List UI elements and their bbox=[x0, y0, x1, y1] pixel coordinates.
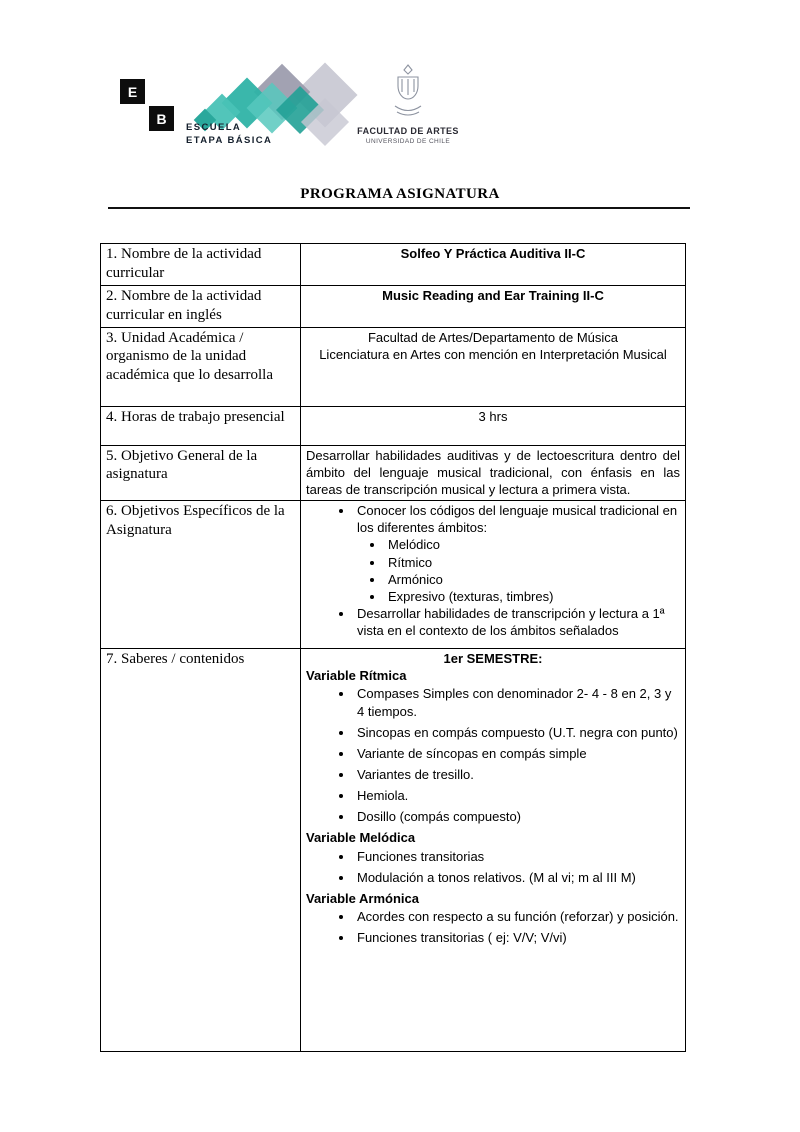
list-item-text: Acordes con respecto a su función (reforzar) y posición. bbox=[357, 909, 679, 925]
list-item-text: Armónico bbox=[388, 571, 443, 587]
page-title: PROGRAMA ASIGNATURA bbox=[300, 186, 500, 202]
list-item-text: Conocer los códigos del lenguaje musical tradicional en los diferentes ámbitos: bbox=[357, 503, 678, 536]
title-rule bbox=[108, 207, 690, 209]
list-item bbox=[385, 571, 680, 588]
list-item-text: Melódico bbox=[388, 537, 441, 553]
row6-value bbox=[301, 501, 686, 649]
list-item-text: Sincopas en compás compuesto (U.T. negra con punto) bbox=[357, 724, 678, 740]
row3-label: 3. Unidad Académica / organismo de la unidad académica que lo desarrolla bbox=[101, 327, 301, 406]
table-row-3 bbox=[101, 327, 686, 406]
table-row-2 bbox=[101, 285, 686, 327]
list-item bbox=[354, 869, 680, 886]
row6-label: 6. Objetivos Específicos de la Asignatura bbox=[101, 501, 301, 649]
logo-letter-b: B bbox=[149, 106, 174, 131]
list-item bbox=[354, 929, 680, 946]
list-item-text: Expresivo (texturas, timbres) bbox=[388, 588, 554, 604]
list-item-text: Desarrollar habilidades de transcripción y lectura a 1ª vista en el contexto de los ámbitos señalados bbox=[357, 605, 665, 639]
list-item bbox=[354, 808, 680, 825]
semester-heading: 1er SEMESTRE: bbox=[443, 651, 543, 667]
table-row-1 bbox=[101, 244, 686, 286]
row2-value: Music Reading and Ear Training II-C bbox=[301, 285, 686, 327]
list-item-text: Funciones transitorias bbox=[357, 848, 485, 864]
table-row-6 bbox=[101, 501, 686, 649]
list-item bbox=[354, 848, 680, 865]
list-item bbox=[354, 745, 680, 762]
list-item-text: Variante de síncopas en compás simple bbox=[357, 745, 587, 761]
logo-letter-e: E bbox=[120, 79, 145, 104]
list-item-text: Variantes de tresillo. bbox=[357, 766, 474, 782]
row4-label: 4. Horas de trabajo presencial bbox=[101, 406, 301, 445]
list-item-text: Funciones transitorias ( ej: V/V; V/vi) bbox=[357, 930, 567, 946]
university-crest-icon bbox=[388, 62, 428, 122]
row4-value: 3 hrs bbox=[301, 406, 686, 445]
row1-value: Solfeo Y Práctica Auditiva II-C bbox=[301, 244, 686, 286]
program-table bbox=[100, 243, 686, 1052]
list-item bbox=[385, 588, 680, 605]
list-item bbox=[354, 724, 680, 741]
row5-label: 5. Objetivo General de la asignatura bbox=[101, 445, 301, 500]
university-name: UNIVERSIDAD DE CHILE bbox=[365, 138, 451, 145]
list-item bbox=[385, 554, 680, 571]
list-item bbox=[354, 502, 680, 605]
list-item-text: Dosillo (compás compuesto) bbox=[357, 809, 522, 825]
row7-value bbox=[301, 649, 686, 1052]
row3-line1: Facultad de Artes/Departamento de Música bbox=[367, 329, 619, 345]
list-item bbox=[385, 536, 680, 553]
table-row-4 bbox=[101, 406, 686, 445]
school-name-line2: ETAPA BÁSICA bbox=[186, 134, 273, 146]
list-item-text: Hemiola. bbox=[357, 788, 409, 804]
section-title: Variable Melódica bbox=[306, 830, 416, 846]
row2-label: 2. Nombre de la actividad curricular en inglés bbox=[101, 285, 301, 327]
list-item bbox=[354, 685, 680, 719]
list-item bbox=[354, 787, 680, 804]
row3-value bbox=[301, 327, 686, 406]
section-title: Variable Armónica bbox=[306, 890, 419, 906]
list-item bbox=[354, 908, 680, 925]
faculty-logo bbox=[352, 126, 464, 145]
list-item-text: Rítmico bbox=[388, 554, 433, 570]
table-row-7 bbox=[101, 649, 686, 1052]
row7-label: 7. Saberes / contenidos bbox=[101, 649, 301, 1052]
list-item bbox=[354, 766, 680, 783]
school-name-line1: ESCUELA bbox=[186, 122, 242, 133]
list-item bbox=[354, 605, 680, 639]
section-title: Variable Rítmica bbox=[306, 668, 407, 684]
table-row-5 bbox=[101, 445, 686, 500]
row1-label: 1. Nombre de la actividad curricular bbox=[101, 244, 301, 286]
school-name bbox=[186, 122, 272, 148]
faculty-name: FACULTAD DE ARTES bbox=[357, 126, 459, 136]
list-item-text: Modulación a tonos relativos. (M al vi; m al III M) bbox=[357, 869, 636, 885]
row3-line2: Licenciatura en Artes con mención en Interpretación Musical bbox=[319, 346, 667, 362]
list-item-text: Compases Simples con denominador 2- 4 - 8 en 2, 3 y 4 tiempos. bbox=[357, 686, 672, 719]
row5-value: Desarrollar habilidades auditivas y de lectoescritura dentro del ámbito del lenguaje musical tradicional, con énfasis en las tareas de transcripción musical y lectura a primera vista. bbox=[301, 445, 686, 500]
